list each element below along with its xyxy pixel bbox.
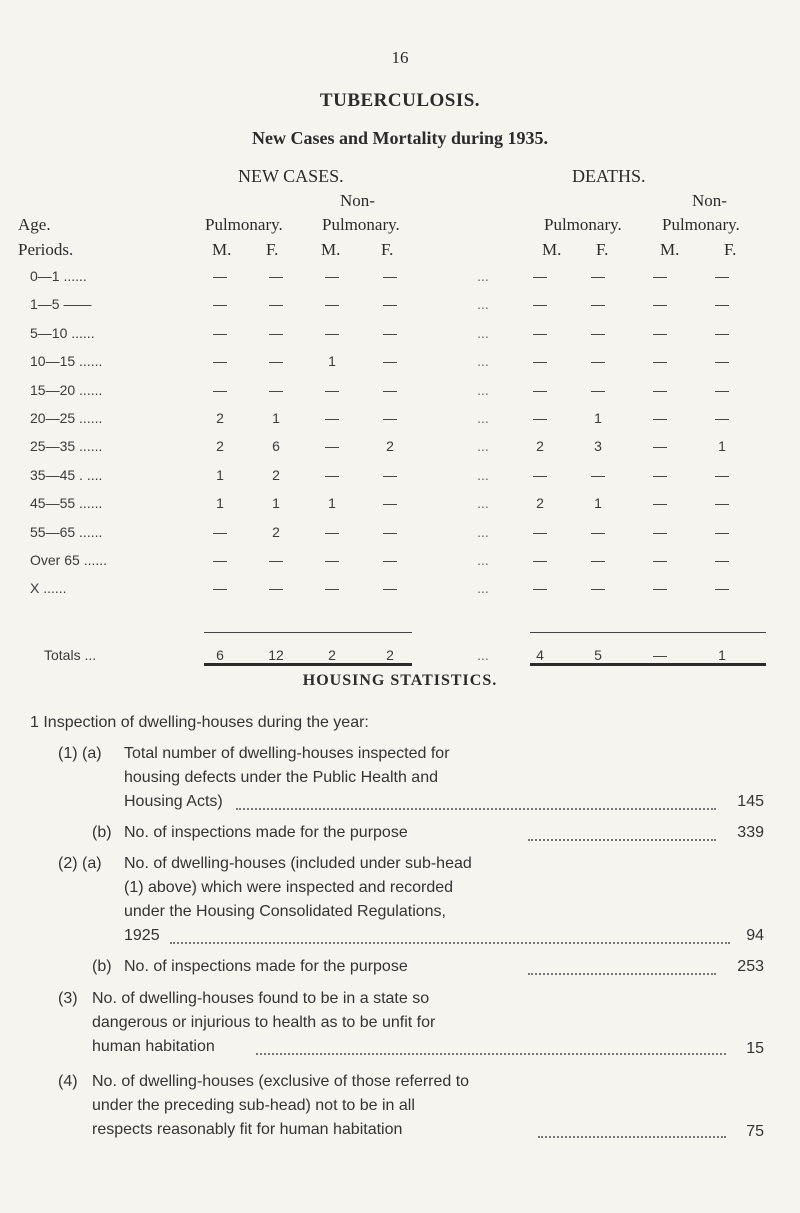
tb-row-cell: — bbox=[325, 410, 339, 426]
tb-row-cell: — bbox=[715, 324, 729, 341]
item-1a-line: housing defects under the Public Health and bbox=[124, 769, 438, 786]
tb-row-cell: — bbox=[591, 523, 605, 540]
tb-row-cell: — bbox=[383, 381, 397, 398]
tb-row-cell: 2 bbox=[272, 523, 280, 540]
tb-row-cell: — bbox=[533, 580, 547, 597]
tb-row-cell: — bbox=[325, 324, 339, 341]
totals-row-cell: — bbox=[653, 647, 667, 663]
tb-row-cell: 6 bbox=[272, 438, 280, 455]
tb-row-cell: — bbox=[533, 410, 547, 426]
tb-row-label: 15—20 ...... bbox=[30, 381, 103, 398]
dot-leader bbox=[528, 973, 716, 975]
tb-row-cell: — bbox=[269, 353, 283, 370]
item-2a-line: No. of dwelling-houses (included under sub-head bbox=[124, 855, 472, 872]
tb-row-cell: — bbox=[213, 324, 227, 341]
tb-row-cell: — bbox=[325, 466, 339, 483]
row-dots: ... bbox=[477, 296, 489, 313]
tb-row-label: X ...... bbox=[30, 580, 67, 597]
tb-row-cell: — bbox=[591, 466, 605, 483]
item-1a-line: Total number of dwelling-houses inspected for bbox=[124, 745, 450, 762]
tb-row-label: 10—15 ...... bbox=[30, 353, 103, 370]
closing-rule bbox=[530, 663, 766, 666]
row-dots: ... bbox=[477, 353, 489, 370]
item-4-label: (4) bbox=[58, 1073, 78, 1090]
tb-row-cell: — bbox=[653, 552, 667, 568]
item-1b-label: (b) bbox=[92, 824, 112, 841]
tb-row-cell: — bbox=[591, 324, 605, 341]
row-dots: ... bbox=[477, 466, 489, 483]
tb-row-cell: — bbox=[383, 296, 397, 313]
tb-row-cell: — bbox=[213, 353, 227, 370]
dot-leader bbox=[538, 1136, 726, 1138]
tb-row-cell: 2 bbox=[536, 438, 544, 455]
tb-row-cell: — bbox=[653, 381, 667, 398]
tb-row-cell: — bbox=[715, 268, 729, 284]
tb-row-cell: — bbox=[325, 523, 339, 540]
tb-row-cell: — bbox=[591, 552, 605, 568]
row-dots: ... bbox=[477, 647, 489, 663]
closing-rule bbox=[204, 663, 412, 666]
tb-row-cell: — bbox=[715, 523, 729, 540]
row-dots: ... bbox=[477, 324, 489, 341]
item-1b-text: No. of inspections made for the purpose bbox=[124, 824, 408, 841]
new-cases-heading: NEW CASES. bbox=[238, 166, 344, 186]
totals-row-cell: 12 bbox=[268, 647, 284, 663]
new-pulmonary-header: Pulmonary. bbox=[205, 215, 283, 234]
tb-row-label: 1—5 —— bbox=[30, 296, 92, 313]
tb-row-cell: — bbox=[533, 324, 547, 341]
tb-row-cell: 1 bbox=[594, 495, 602, 512]
col-m: M. bbox=[321, 240, 341, 259]
tb-row-cell: — bbox=[269, 552, 283, 568]
tb-row-label: 0—1 ...... bbox=[30, 268, 87, 284]
item-2b-text: No. of inspections made for the purpose bbox=[124, 958, 408, 975]
tb-row-cell: — bbox=[383, 552, 397, 568]
item-3-line: dangerous or injurious to health as to be unfit for bbox=[92, 1014, 436, 1031]
housing-intro: 1 Inspection of dwelling-houses during the year: bbox=[30, 714, 369, 731]
tb-row-cell: — bbox=[269, 296, 283, 313]
dot-leader bbox=[528, 839, 716, 841]
tb-row-label: 25—35 ...... bbox=[30, 438, 103, 455]
tb-row-cell: — bbox=[591, 268, 605, 284]
deaths-pulmonary-header: Pulmonary. bbox=[544, 215, 622, 234]
tb-row-cell: — bbox=[533, 381, 547, 398]
tb-row-label: 20—25 ...... bbox=[30, 410, 103, 426]
row-dots: ... bbox=[477, 410, 489, 426]
tb-row-label: 35—45 . .... bbox=[30, 466, 103, 483]
item-2a-line: 1925 bbox=[124, 927, 160, 944]
tb-row-label: Over 65 ...... bbox=[30, 552, 108, 568]
tb-row-cell: — bbox=[213, 268, 227, 284]
deaths-heading: DEATHS. bbox=[572, 166, 646, 186]
tb-row-cell: 1 bbox=[216, 495, 224, 512]
tb-row-cell: — bbox=[653, 324, 667, 341]
totals-rule bbox=[204, 632, 412, 633]
tb-row-cell: — bbox=[383, 268, 397, 284]
tb-row-cell: — bbox=[653, 268, 667, 284]
dot-leader bbox=[170, 942, 730, 944]
item-2a-line: under the Housing Consolidated Regulations, bbox=[124, 903, 446, 920]
tb-row-cell: — bbox=[715, 466, 729, 483]
tb-row-cell: 1 bbox=[328, 495, 336, 512]
periods-label: Periods. bbox=[18, 240, 74, 259]
tb-row-cell: — bbox=[383, 466, 397, 483]
totals-row-cell: 2 bbox=[386, 647, 394, 663]
tb-row-cell: — bbox=[715, 353, 729, 370]
tb-row-cell: — bbox=[533, 466, 547, 483]
tb-row-cell: — bbox=[269, 268, 283, 284]
tb-row-cell: — bbox=[383, 523, 397, 540]
tb-row-cell: — bbox=[383, 324, 397, 341]
totals-row-cell: 1 bbox=[718, 647, 726, 663]
tb-row-cell: — bbox=[591, 353, 605, 370]
item-3-line: human habitation bbox=[92, 1038, 215, 1055]
col-m: M. bbox=[660, 240, 680, 259]
tb-row-cell: — bbox=[383, 580, 397, 597]
tb-row-cell: — bbox=[325, 381, 339, 398]
tb-row-cell: — bbox=[715, 381, 729, 398]
item-3-label: (3) bbox=[58, 990, 78, 1007]
row-dots: ... bbox=[477, 495, 489, 512]
tb-row-cell: — bbox=[325, 552, 339, 568]
item-3-line: No. of dwelling-houses found to be in a state so bbox=[92, 990, 430, 1007]
tb-row-cell: 1 bbox=[594, 410, 602, 426]
tb-row-cell: 2 bbox=[216, 410, 224, 426]
page-subtitle: New Cases and Mortality during 1935. bbox=[252, 128, 548, 148]
tb-row-cell: 1 bbox=[718, 438, 726, 455]
tb-row-cell: — bbox=[533, 552, 547, 568]
col-f: F. bbox=[724, 240, 737, 259]
tb-row-cell: 1 bbox=[272, 495, 280, 512]
new-non-pulmonary-header: Pulmonary. bbox=[322, 215, 400, 234]
row-dots: ... bbox=[477, 552, 489, 568]
tb-row-cell: — bbox=[591, 381, 605, 398]
tb-row-cell: — bbox=[653, 353, 667, 370]
dot-leader bbox=[256, 1053, 726, 1055]
item-3-value: 15 bbox=[746, 1040, 764, 1057]
col-f: F. bbox=[266, 240, 279, 259]
tb-row-cell: 2 bbox=[386, 438, 394, 455]
tb-row-cell: — bbox=[325, 580, 339, 597]
tb-row-cell: 1 bbox=[216, 466, 224, 483]
new-non-label: Non- bbox=[340, 191, 375, 210]
tb-row-cell: — bbox=[653, 523, 667, 540]
item-1a-value: 145 bbox=[737, 793, 764, 810]
tb-row-cell: — bbox=[213, 296, 227, 313]
deaths-non-label: Non- bbox=[692, 191, 727, 210]
item-2b-label: (b) bbox=[92, 958, 112, 975]
item-4-line: under the preceding sub-head) not to be in all bbox=[92, 1097, 415, 1114]
dot-leader bbox=[236, 808, 716, 810]
totals-row-cell: 6 bbox=[216, 647, 224, 663]
tb-row-cell: 2 bbox=[536, 495, 544, 512]
page-number: 16 bbox=[391, 48, 409, 67]
tb-row-cell: — bbox=[533, 296, 547, 313]
item-4-line: respects reasonably fit for human habitation bbox=[92, 1121, 403, 1138]
item-2a-line: (1) above) which were inspected and recorded bbox=[124, 879, 454, 896]
tb-row-cell: 3 bbox=[594, 438, 602, 455]
age-label: Age. bbox=[18, 215, 51, 234]
row-dots: ... bbox=[477, 523, 489, 540]
tb-row-cell: — bbox=[715, 552, 729, 568]
tb-row-cell: — bbox=[715, 580, 729, 597]
tb-row-cell: — bbox=[653, 296, 667, 313]
tb-row-label: 5—10 ...... bbox=[30, 324, 95, 341]
tb-row-cell: — bbox=[269, 580, 283, 597]
tb-row-cell: — bbox=[383, 495, 397, 512]
col-f: F. bbox=[381, 240, 394, 259]
col-m: M. bbox=[542, 240, 562, 259]
tb-row-cell: — bbox=[533, 268, 547, 284]
tb-row-cell: — bbox=[213, 381, 227, 398]
tb-row-cell: — bbox=[325, 268, 339, 284]
col-f: F. bbox=[596, 240, 609, 259]
totals-row-cell: 4 bbox=[536, 647, 544, 663]
tb-row-cell: 2 bbox=[216, 438, 224, 455]
row-dots: ... bbox=[477, 381, 489, 398]
item-1a-label: (1) (a) bbox=[58, 745, 102, 762]
tb-row-cell: — bbox=[653, 495, 667, 512]
tb-row-cell: — bbox=[653, 580, 667, 597]
tb-row-cell: — bbox=[213, 580, 227, 597]
tb-row-cell: — bbox=[715, 296, 729, 313]
tb-row-label: 45—55 ...... bbox=[30, 495, 103, 512]
page-title: TUBERCULOSIS. bbox=[319, 90, 481, 111]
tb-row-cell: — bbox=[591, 296, 605, 313]
tb-row-cell: — bbox=[591, 580, 605, 597]
tb-row-cell: — bbox=[533, 523, 547, 540]
item-1b-value: 339 bbox=[737, 824, 764, 841]
item-4-line: No. of dwelling-houses (exclusive of those referred to bbox=[92, 1073, 470, 1090]
totals-rule bbox=[530, 632, 766, 633]
tb-row-cell: 2 bbox=[272, 466, 280, 483]
tb-row-cell: — bbox=[269, 324, 283, 341]
tb-row-cell: — bbox=[383, 410, 397, 426]
item-2b-value: 253 bbox=[737, 958, 764, 975]
row-dots: ... bbox=[477, 580, 489, 597]
housing-title: HOUSING STATISTICS. bbox=[302, 672, 498, 689]
tb-row-label: 55—65 ...... bbox=[30, 523, 103, 540]
tb-row-cell: — bbox=[213, 523, 227, 540]
tb-row-cell: — bbox=[325, 296, 339, 313]
tb-row-cell: — bbox=[383, 353, 397, 370]
col-m: M. bbox=[212, 240, 232, 259]
tb-row-cell: — bbox=[533, 353, 547, 370]
item-4-value: 75 bbox=[746, 1123, 764, 1140]
totals-row-label: Totals ... bbox=[44, 647, 97, 663]
tb-row-cell: — bbox=[653, 466, 667, 483]
tb-row-cell: — bbox=[653, 438, 667, 455]
item-2a-label: (2) (a) bbox=[58, 855, 102, 872]
tb-row-cell: 1 bbox=[328, 353, 336, 370]
tb-row-cell: — bbox=[715, 410, 729, 426]
item-2a-value: 94 bbox=[746, 927, 764, 944]
row-dots: ... bbox=[477, 438, 489, 455]
tb-row-cell: — bbox=[213, 552, 227, 568]
totals-row-cell: 5 bbox=[594, 647, 602, 663]
tb-row-cell: — bbox=[325, 438, 339, 455]
tb-row-cell: 1 bbox=[272, 410, 280, 426]
item-1a-line: Housing Acts) bbox=[124, 793, 223, 810]
tb-row-cell: — bbox=[653, 410, 667, 426]
tb-row-cell: — bbox=[715, 495, 729, 512]
row-dots: ... bbox=[477, 268, 489, 284]
deaths-non-pulmonary-header: Pulmonary. bbox=[662, 215, 740, 234]
totals-row-cell: 2 bbox=[328, 647, 336, 663]
tb-row-cell: — bbox=[269, 381, 283, 398]
